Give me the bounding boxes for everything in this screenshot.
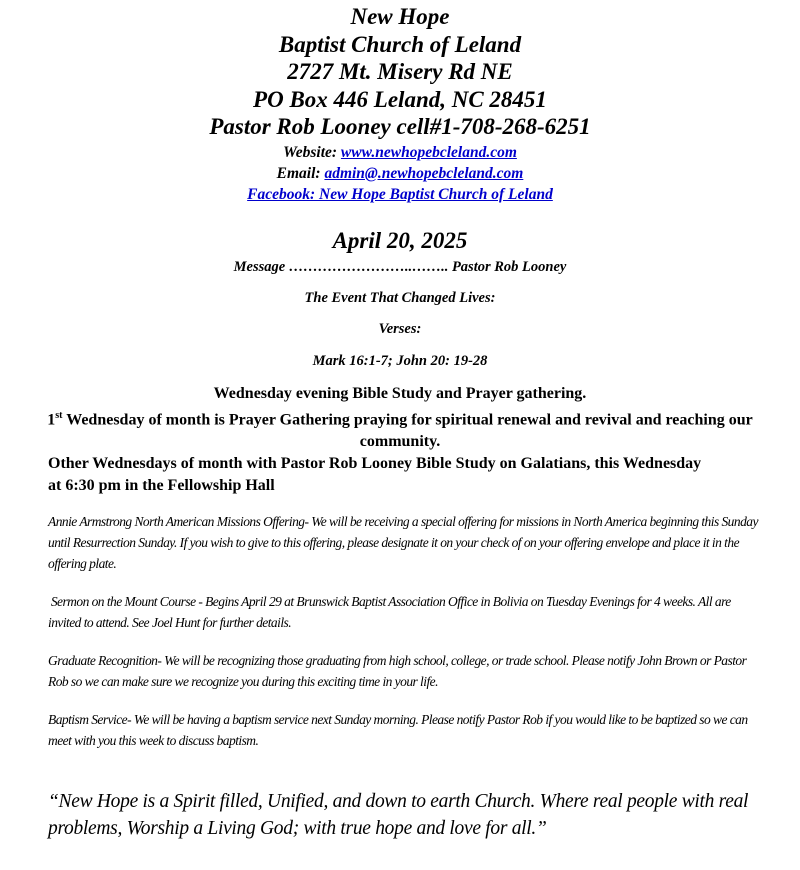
notice-missions-offering: Annie Armstrong North American Missions Offering- We will be receiving a special offering for missions in North America beginning this Sunday until Resurrection Sunday. If you wish to give to this offering, please designate it on your check of on your offering envelope and place it in the offering plate. bbox=[48, 513, 758, 571]
sermon-title: The Event That Changed Lives: bbox=[304, 289, 496, 306]
notice-graduate-recognition: Graduate Recognition- We will be recognizing those graduating from high school, college, or trade school. Please notify John Brown or Pastor Rob so we can make sure we recognize you during this exciting time in your life. bbox=[48, 652, 747, 689]
first-superscript: st bbox=[55, 409, 63, 421]
church-header bbox=[0, 0, 800, 205]
message-dots: ……………………..…….. bbox=[288, 258, 452, 275]
email-link[interactable]: admin@.newhopebcleland.com bbox=[324, 164, 524, 182]
message-speaker: Pastor Rob Looney bbox=[451, 258, 567, 275]
church-street-address: 2727 Mt. Misery Rd NE bbox=[287, 59, 513, 84]
notice-baptism-service: Baptism Service- We will be having a baptism service next Sunday morning. Please notify Pastor Rob if you would like to be baptized so we can meet with you this week to discuss baptism. bbox=[48, 711, 748, 748]
website-line bbox=[0, 142, 800, 163]
notices bbox=[0, 511, 800, 751]
wednesday-line: Wednesday evening Bible Study and Prayer gathering. bbox=[213, 384, 587, 402]
email-label: Email: bbox=[276, 164, 325, 182]
message-line bbox=[0, 257, 800, 277]
facebook-link[interactable]: Facebook: New Hope Baptist Church of Leland bbox=[247, 185, 553, 203]
first-prefix: 1 bbox=[47, 410, 56, 428]
facebook-line bbox=[0, 184, 800, 205]
verses-label: Verses: bbox=[378, 320, 422, 337]
first-wednesday bbox=[0, 405, 800, 453]
church-motto: “New Hope is a Spirit filled, Unified, and down to earth Church. Where real people with real problems, Worship a Living God; with true hope and love for all.” bbox=[48, 790, 749, 839]
notice-sermon-course: Sermon on the Mount Course - Begins April 29 at Brunswick Baptist Association Office in Bolivia on Tuesday Evenings for 4 weeks. All are invited to attend. See Joel Hunt for further details. bbox=[48, 593, 734, 630]
wednesday-section bbox=[0, 383, 800, 497]
first-text: Wednesday of month is Prayer Gathering praying for spiritual renewal and revival and reaching our community. bbox=[62, 410, 753, 450]
service-date: April 20, 2025 bbox=[332, 227, 468, 253]
website-label: Website: bbox=[283, 143, 341, 161]
pastor-contact: Pastor Rob Looney cell#1-708-268-6251 bbox=[209, 114, 591, 139]
church-name-line2: Baptist Church of Leland bbox=[278, 31, 522, 57]
church-mailing-address: PO Box 446 Leland, NC 28451 bbox=[253, 86, 547, 112]
website-link[interactable]: www.newhopebcleland.com bbox=[340, 143, 517, 161]
other-wednesdays: Other Wednesdays of month with Pastor Rob Looney Bible Study on Galatians, this Wednesday at 6:30 pm in the Fellowship Hall bbox=[48, 454, 702, 494]
message-label: Message bbox=[233, 258, 289, 275]
church-name-line1: New Hope bbox=[350, 4, 450, 29]
email-line bbox=[0, 163, 800, 184]
service-info bbox=[0, 226, 800, 371]
verses: Mark 16:1-7; John 20: 19-28 bbox=[312, 352, 488, 369]
